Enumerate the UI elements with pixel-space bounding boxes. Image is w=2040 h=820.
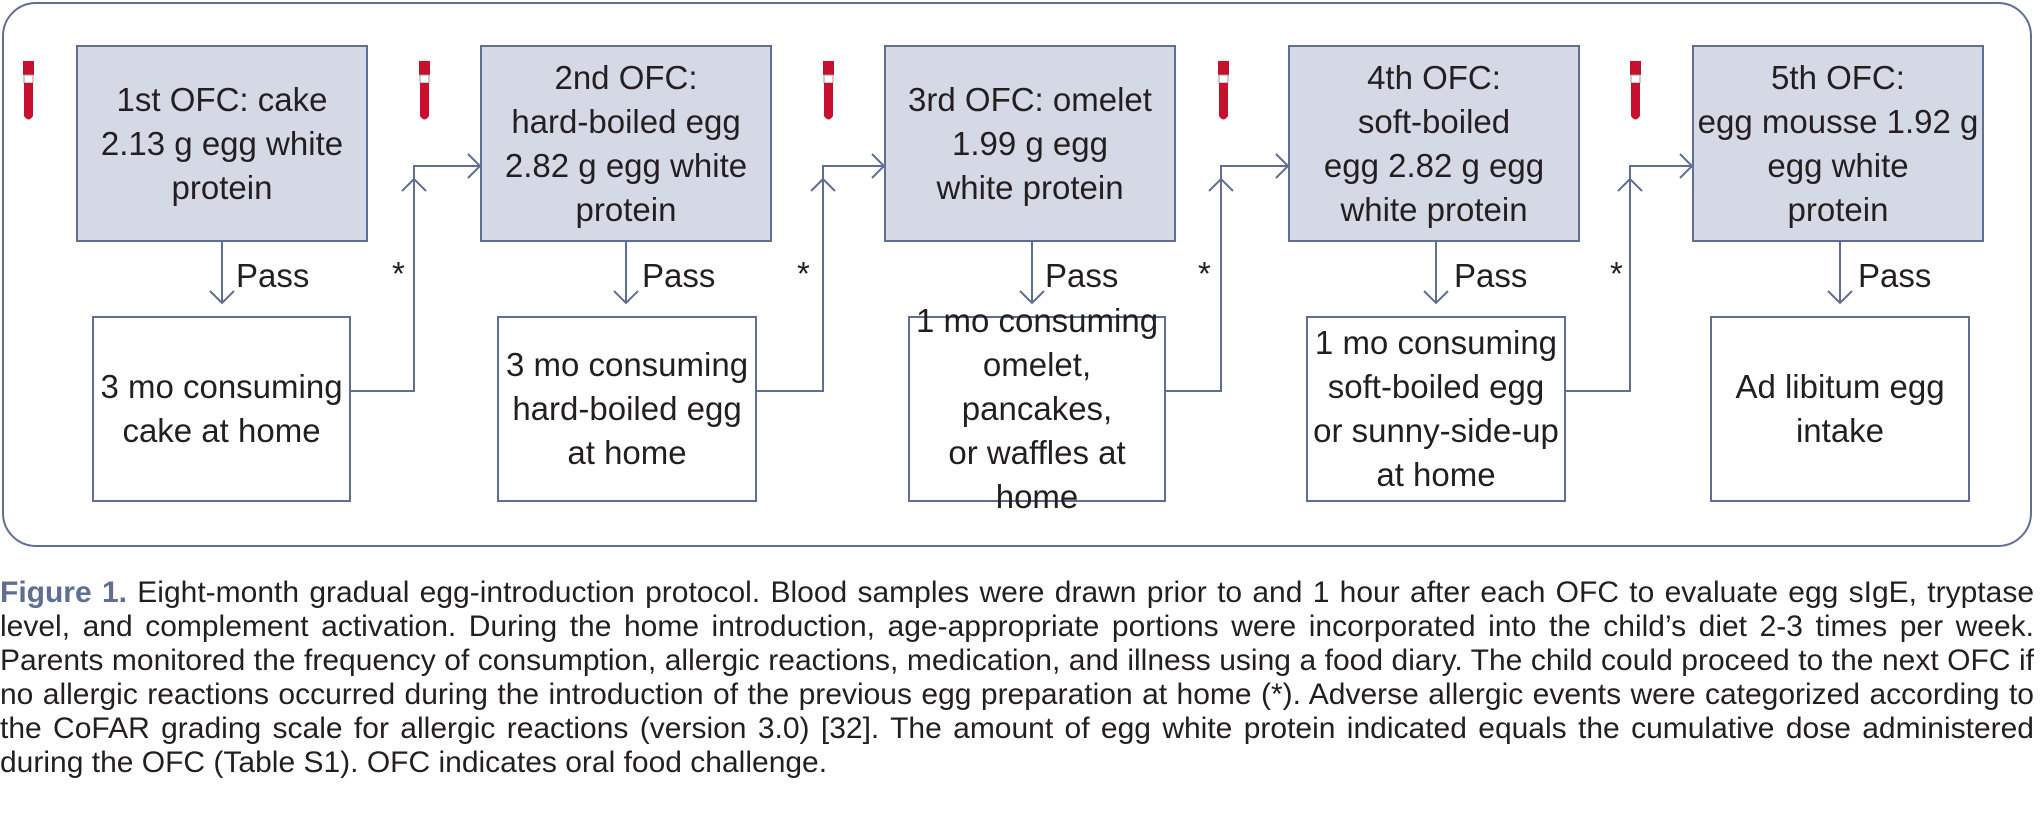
- ofc-step-1: 1st OFC: cake 2.13 g egg white protein: [76, 45, 368, 242]
- ofc-step-4: 4th OFC: soft-boiled egg 2.82 g egg white protein: [1288, 45, 1580, 242]
- figure-caption: [0, 576, 2034, 780]
- pass-label: Pass: [1454, 257, 1528, 294]
- blood-tube-icon: [419, 61, 430, 123]
- figure-label: Figure 1.: [0, 576, 127, 609]
- ofc-step-5: 5th OFC: egg mousse 1.92 g egg white protein: [1692, 45, 1984, 242]
- ofc-step-3: 3rd OFC: omelet 1.99 g egg white protein: [884, 45, 1176, 242]
- pass-label: Pass: [236, 257, 310, 294]
- proceed-marker: *: [1610, 255, 1623, 292]
- pass-arrow-4: [1424, 242, 1448, 303]
- pass-arrow-5: [1828, 242, 1852, 303]
- blood-tube-icon: [1218, 61, 1229, 123]
- pass-arrow-3: [1020, 242, 1044, 303]
- blood-tube-icon: [1630, 61, 1641, 123]
- pass-arrow-1: [210, 242, 234, 303]
- proceed-arrow-1: [351, 154, 480, 391]
- blood-tube-icon: [23, 61, 34, 123]
- proceed-arrow-3: [1166, 154, 1288, 391]
- pass-label: Pass: [642, 257, 716, 294]
- home-step-1: 3 mo consuming cake at home: [92, 316, 351, 502]
- proceed-marker: *: [392, 255, 405, 292]
- ofc-step-2: 2nd OFC: hard-boiled egg 2.82 g egg white protein: [480, 45, 772, 242]
- pass-label: Pass: [1045, 257, 1119, 294]
- home-step-5: Ad libitum egg intake: [1710, 316, 1970, 502]
- home-step-3: 1 mo consuming omelet, pancakes, or waffles at home: [908, 316, 1166, 502]
- home-step-4: 1 mo consuming soft-boiled egg or sunny-side-up at home: [1306, 316, 1566, 502]
- proceed-arrow-2: [757, 154, 884, 391]
- pass-label: Pass: [1858, 257, 1932, 294]
- home-step-2: 3 mo consuming hard-boiled egg at home: [497, 316, 757, 502]
- pass-arrow-2: [614, 242, 638, 303]
- proceed-marker: *: [797, 255, 810, 292]
- caption-text: Eight-month gradual egg-introduction protocol. Blood samples were drawn prior to and 1 hour after each OFC to evaluate egg sIgE, tryptase level, and complement activation. During the home introduction, age-appropriate portions were incorporated into the child’s diet 2-3 times per week. Parents monitored the frequency of consumption, allergic reactions, medication, and illness using a food diary. The child could proceed to the next OFC if no allergic reactions occurred during the introduction of the previous egg preparation at home (*). Adverse allergic events were categorized according to the CoFAR grading scale for allergic reactions (version 3.0) [32]. The amount of egg white protein indicated equals the cumulative dose administered during the OFC (Table S1). OFC indicates oral food challenge.: [0, 576, 2035, 779]
- proceed-marker: *: [1198, 255, 1211, 292]
- proceed-arrow-4: [1566, 154, 1692, 391]
- blood-tube-icon: [823, 61, 834, 123]
